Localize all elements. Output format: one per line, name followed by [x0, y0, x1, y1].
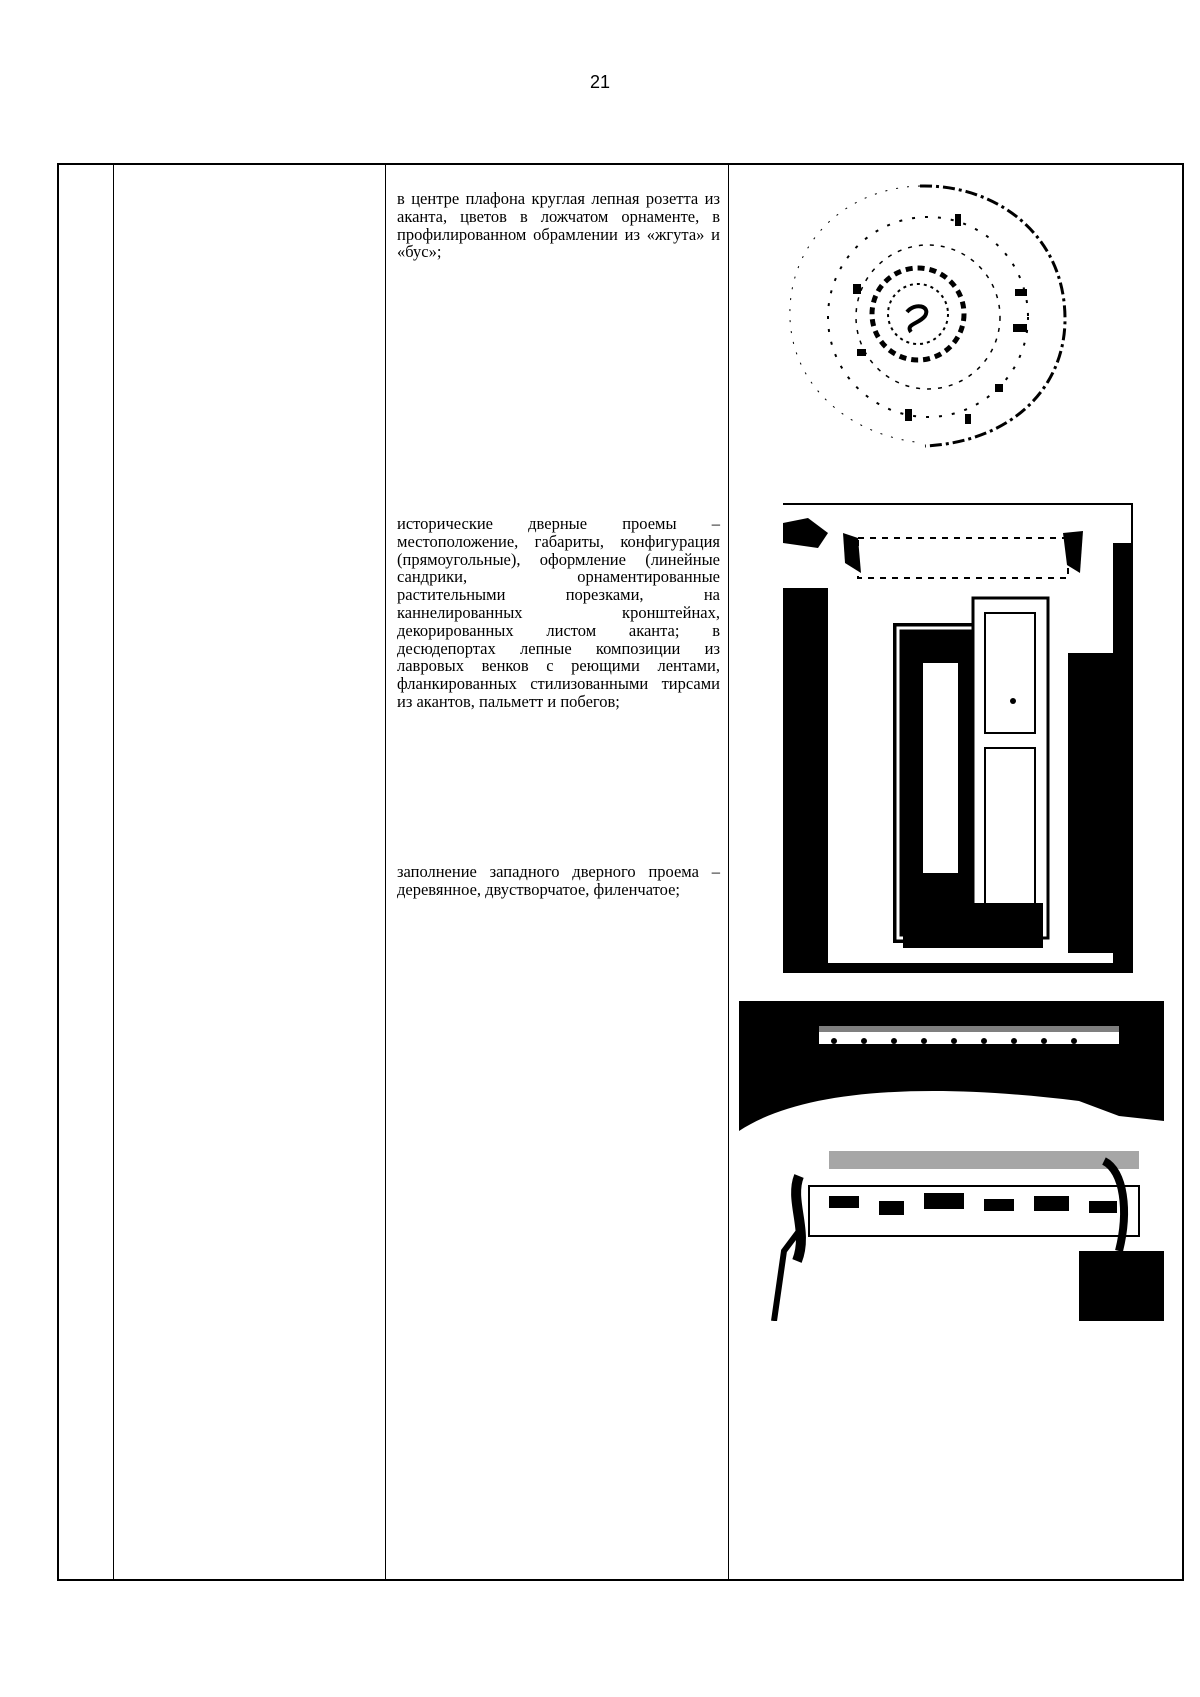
cornice-detail-photo — [739, 1001, 1164, 1321]
west-door-description: заполнение западного дверного проема – деревянное, двустворчатое, филенчатое; — [397, 862, 720, 899]
doorways-description: исторические дверные проемы – местоположение, габариты, конфигурация (прямоугольные), оформление (линейные сандрики, орнаментированные растительными порезками, на каннелированных кронштейнах, декорированных листом аканта; в десюдепортах лепные композиции из лавровых венков с реющими лентами, фланкированных стилизованными тирсами из акантов, пальметт и побегов; — [397, 514, 720, 711]
table-column-name — [114, 165, 386, 1579]
table-column-number — [59, 165, 114, 1579]
ceiling-rosette-photo — [765, 174, 1095, 464]
doorway-photo — [783, 503, 1133, 973]
rosette-description: в центре плафона круглая лепная розетта из аканта, цветов в ложчатом орнаменте, в профилированном обрамлении из «жгута» и «бус»; — [397, 189, 720, 262]
page-number: 21 — [589, 72, 611, 92]
